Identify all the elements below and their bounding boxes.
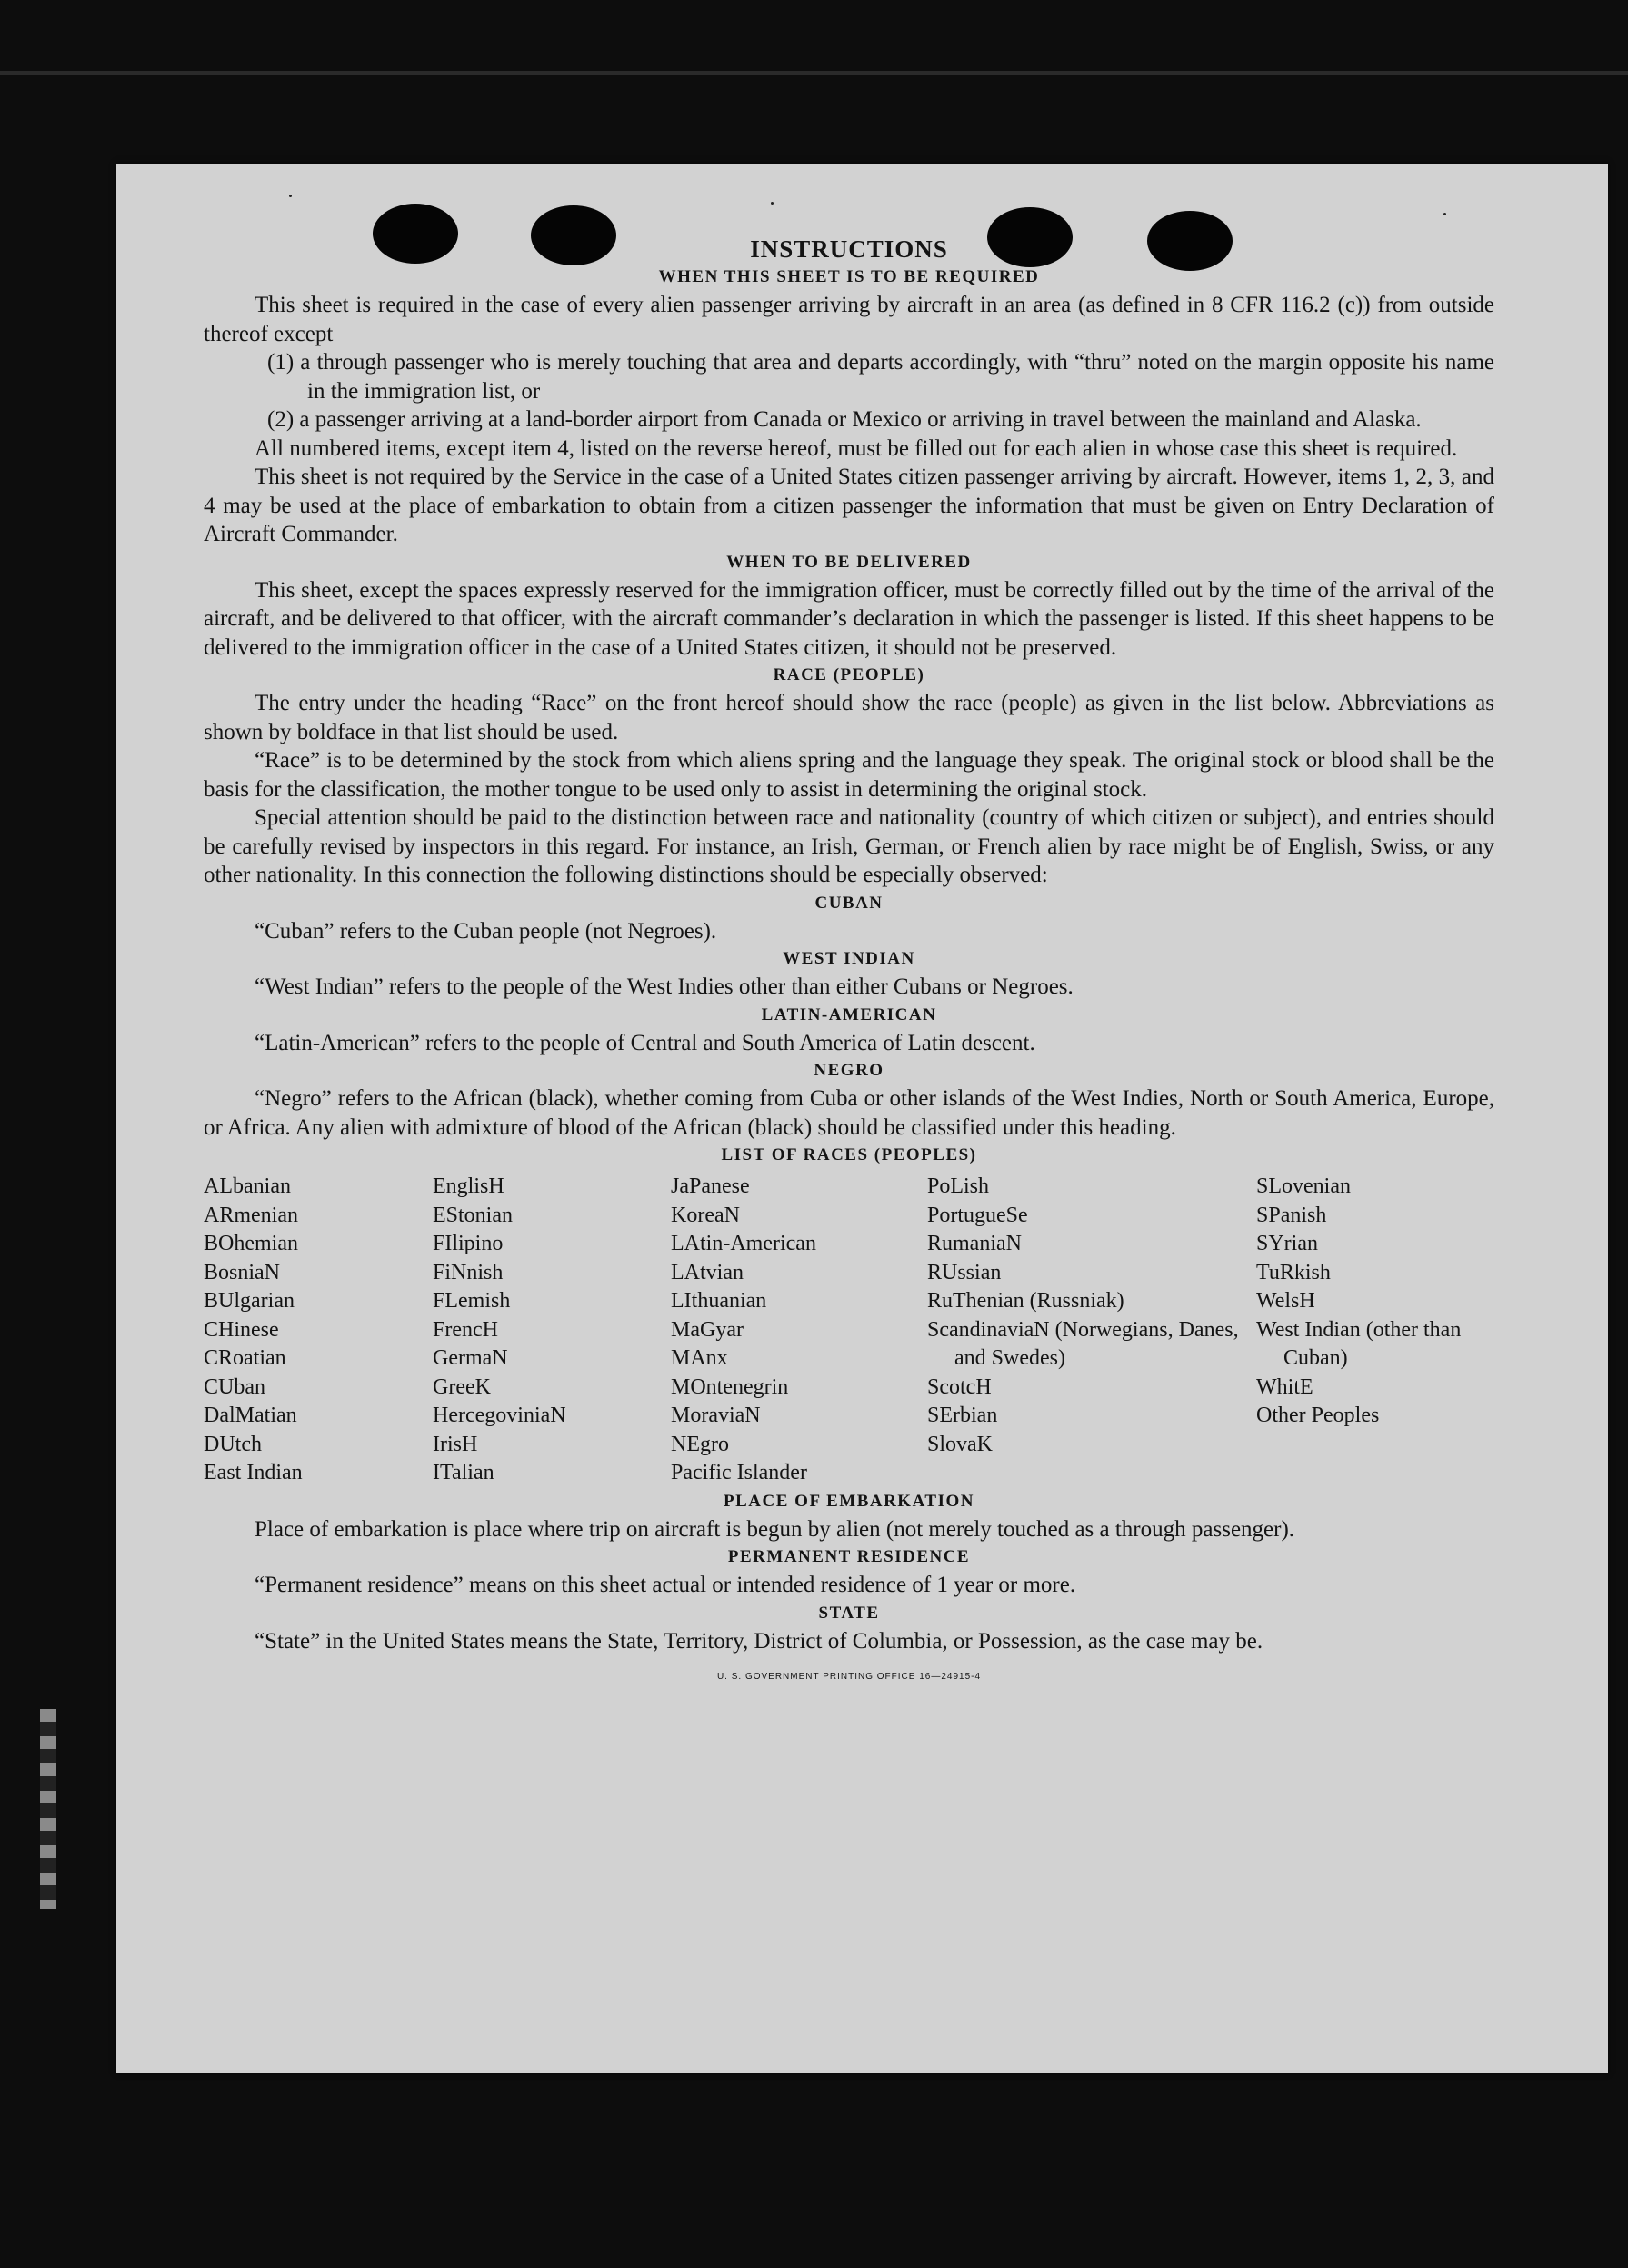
- section-heading-delivered: WHEN TO BE DELIVERED: [726, 552, 972, 572]
- paragraph: “Race” is to be determined by the stock from which aliens spring and the language they speak. The original stock or blood shall be the basis for the classification, the mother tongue to be used only to assist in determining the original stock.: [204, 748, 1494, 802]
- race-item: LIthuanian: [671, 1289, 767, 1313]
- printing-office-footer: U. S. GOVERNMENT PRINTING OFFICE 16—24915-4: [716, 1672, 982, 1682]
- paragraph: This sheet is not required by the Service in the case of a United States citizen passenger arriving by aircraft. However, items 1, 2, 3, and 4 may be used at the place of embarkation to obtain from a citizen passenger the information that must be given on Entry Declaration of Aircraft Commander.: [204, 465, 1494, 546]
- paragraph: “State” in the United States means the State, Territory, District of Columbia, or Possession, as the case may be.: [255, 1628, 1263, 1654]
- race-item: TuRkish: [1256, 1260, 1331, 1284]
- race-item: SErbian: [927, 1404, 998, 1427]
- race-item: FiNnish: [433, 1260, 504, 1284]
- paragraph: This sheet, except the spaces expressly reserved for the immigration officer, must be correctly filled out by the time of the arrival of the aircraft, and be delivered to that officer, with the aircraft commander’s declaration in which the passenger is listed. If this sheet happens to be delivered to the immigration officer in the case of a United States citizen, it should not be preserved.: [204, 577, 1494, 660]
- race-item: ScotcH: [927, 1374, 992, 1399]
- speck: [289, 195, 292, 197]
- speck: [771, 202, 774, 205]
- section-heading-state: STATE: [818, 1603, 880, 1623]
- paragraph: All numbered items, except item 4, listed on the reverse hereof, must be filled out for each alien in whose case this sheet is required.: [255, 435, 1458, 461]
- race-item: RUssian: [927, 1260, 1002, 1284]
- race-item: WhitE: [1256, 1374, 1313, 1399]
- race-column: [927, 1173, 1256, 1488]
- race-item: RumaniaN: [927, 1232, 1022, 1255]
- race-item: JaPanese: [671, 1174, 750, 1198]
- race-item: EnglisH: [433, 1174, 504, 1198]
- paragraph: Place of embarkation is place where trip on aircraft is begun by alien (not merely touched as a through passenger).: [255, 1516, 1295, 1542]
- paragraph: “Cuban” refers to the Cuban people (not Negroes).: [255, 918, 717, 944]
- section-heading-cuban: CUBAN: [814, 893, 884, 913]
- race-item: GermaN: [433, 1346, 508, 1370]
- race-column: [1256, 1173, 1494, 1488]
- race-item: PortugueSe: [927, 1203, 1028, 1227]
- race-item: ITalian: [433, 1461, 494, 1484]
- race-item: MaGyar: [671, 1317, 744, 1342]
- paragraph: “Permanent residence” means on this sheet actual or intended residence of 1 year or more.: [255, 1573, 1076, 1597]
- race-item: WelsH: [1256, 1289, 1315, 1313]
- race-item: SYrian: [1256, 1232, 1318, 1255]
- race-item: ScandinaviaN (Norwegians, Danes, and Swedes): [927, 1317, 1239, 1370]
- paragraph: “Negro” refers to the African (black), whether coming from Cuba or other islands of the West Indies, North or South America, Europe, or Africa. Any alien with admixture of blood of the African (black) should be classified under this heading.: [204, 1086, 1494, 1140]
- race-item: FIlipino: [433, 1232, 504, 1255]
- race-column: [204, 1173, 433, 1488]
- speck: [1443, 213, 1446, 215]
- section-heading-residence: PERMANENT RESIDENCE: [727, 1547, 971, 1566]
- scan-edge: [0, 71, 1628, 75]
- race-item: NEgro: [671, 1432, 729, 1456]
- race-column: [433, 1173, 671, 1488]
- race-item: LAtvian: [671, 1260, 744, 1284]
- race-item: Other Peoples: [1256, 1404, 1380, 1427]
- race-item: RuThenian (Russniak): [927, 1289, 1124, 1313]
- race-item: KoreaN: [671, 1203, 740, 1227]
- race-item: GreeK: [433, 1374, 491, 1399]
- race-item: East Indian: [204, 1461, 303, 1484]
- paragraph: “Latin-American” refers to the people of Central and South America of Latin descent.: [255, 1030, 1035, 1055]
- section-heading-required: WHEN THIS SHEET IS TO BE REQUIRED: [658, 267, 1040, 286]
- numbered-item-1: (1) a through passenger who is merely touching that area and departs accordingly, with “thru” noted on the margin opposite his name in the immigration list, or: [267, 350, 1494, 404]
- race-item: SLovenian: [1256, 1174, 1351, 1198]
- race-item: CUban: [204, 1374, 265, 1399]
- race-item: MAnx: [671, 1346, 728, 1370]
- section-heading-embarkation: PLACE OF EMBARKATION: [724, 1491, 974, 1511]
- race-item: Pacific Islander: [671, 1461, 807, 1484]
- race-item: ARmenian: [204, 1203, 298, 1227]
- race-item: SPanish: [1256, 1203, 1327, 1227]
- race-item: BOhemian: [204, 1232, 298, 1255]
- race-item: MoraviaN: [671, 1404, 761, 1427]
- section-heading-west-indian: WEST INDIAN: [783, 949, 915, 968]
- race-item: DUtch: [204, 1432, 262, 1456]
- race-item: BUlgarian: [204, 1289, 295, 1313]
- race-item: LAtin-American: [671, 1232, 816, 1255]
- scan-artifact: [40, 1709, 56, 1909]
- paragraph: Special attention should be paid to the distinction between race and nationality (country of which citizen or subject), and entries should be carefully revised by inspectors in this regard. For instance, an Irish, German, or French alien by race might be of English, Swiss, or any other nationality. In this connection the following distinctions should be especially observed:: [204, 805, 1494, 887]
- race-item: MOntenegrin: [671, 1374, 789, 1399]
- race-item: CRoatian: [204, 1346, 286, 1370]
- page-title: INSTRUCTIONS: [750, 235, 948, 263]
- paragraph: This sheet is required in the case of every alien passenger arriving by aircraft in an area (as defined in 8 CFR 116.2 (c)) from outside thereof except: [204, 293, 1494, 346]
- race-item: HercegoviniaN: [433, 1404, 566, 1427]
- race-item: DalMatian: [204, 1404, 297, 1427]
- race-item: PoLish: [927, 1174, 990, 1198]
- section-heading-negro: NEGRO: [814, 1061, 884, 1080]
- section-heading-race: RACE (PEOPLE): [773, 665, 925, 684]
- race-item: IrisH: [433, 1432, 478, 1456]
- race-list: [204, 1173, 1494, 1488]
- race-item: SlovaK: [927, 1432, 993, 1456]
- section-heading-latin-american: LATIN-AMERICAN: [761, 1004, 937, 1024]
- race-item: West Indian (other than Cuban): [1256, 1317, 1462, 1370]
- document-page: [116, 164, 1608, 2073]
- race-column: [671, 1173, 927, 1488]
- section-heading-list-of-races: LIST OF RACES (PEOPLES): [721, 1145, 977, 1164]
- race-item: FrencH: [433, 1317, 498, 1342]
- race-item: FLemish: [433, 1289, 511, 1313]
- instructions-text: [204, 235, 1494, 1692]
- race-item: EStonian: [433, 1203, 513, 1227]
- paragraph: “West Indian” refers to the people of the West Indies other than either Cubans or Negroes.: [255, 974, 1074, 999]
- paragraph: The entry under the heading “Race” on the front hereof should show the race (people) as given in the list below. Abbreviations as shown by boldface in that list should be used.: [204, 691, 1494, 744]
- race-item: CHinese: [204, 1317, 279, 1342]
- race-item: ALbanian: [204, 1174, 291, 1198]
- numbered-item-2: (2) a passenger arriving at a land-border airport from Canada or Mexico or arriving in travel between the mainland and Alaska.: [267, 407, 1422, 432]
- race-item: BosniaN: [204, 1260, 280, 1284]
